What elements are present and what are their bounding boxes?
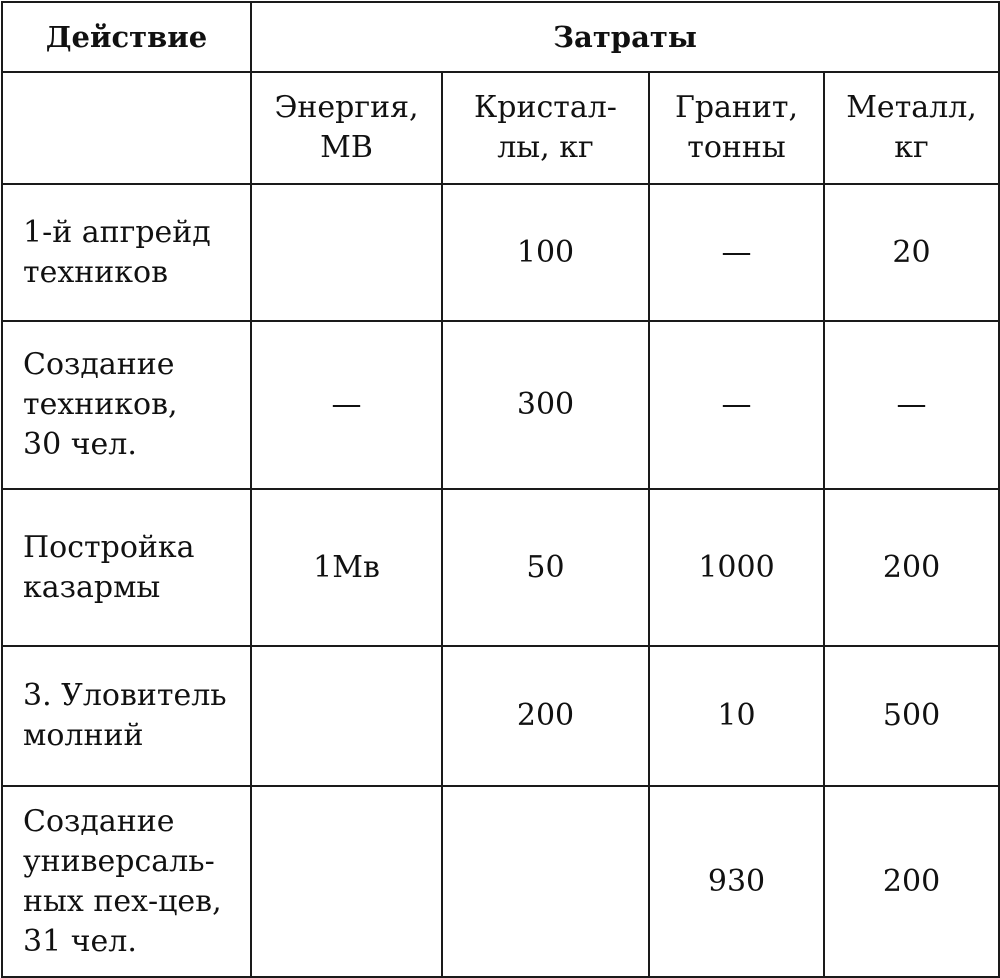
cell-granite: 930 (649, 786, 824, 977)
cell-energy: 1Мв (251, 489, 442, 646)
table-row (2, 489, 999, 646)
table-row (2, 786, 999, 977)
table-row (2, 321, 999, 489)
cell-energy: — (251, 321, 442, 489)
cell-crystals: 300 (442, 321, 649, 489)
cell-crystals: 100 (442, 184, 649, 321)
cell-metal: 20 (824, 184, 999, 321)
cell-metal: 500 (824, 646, 999, 786)
cell-energy (251, 786, 442, 977)
cell-metal: 200 (824, 489, 999, 646)
table-row (2, 184, 999, 321)
row-action: 3. Уловитель молний (2, 646, 251, 786)
row-action: 1-й апгрейд техников (2, 184, 251, 321)
cell-granite: 1000 (649, 489, 824, 646)
subheader-metal: Металл, кг (824, 72, 999, 184)
table-row (2, 646, 999, 786)
header-row (2, 2, 999, 72)
costs-table (1, 1, 1000, 978)
cell-crystals (442, 786, 649, 977)
subheader-granite: Гранит, тонны (649, 72, 824, 184)
header-costs: Затраты (251, 2, 999, 72)
cell-metal: — (824, 321, 999, 489)
subheader-row (2, 72, 999, 184)
subheader-crystals: Кристал- лы, кг (442, 72, 649, 184)
cell-crystals: 50 (442, 489, 649, 646)
cell-energy (251, 184, 442, 321)
cell-crystals: 200 (442, 646, 649, 786)
row-action: Создание универсаль- ных пех-цев, 31 чел. (2, 786, 251, 977)
subheader-empty-cell (2, 72, 251, 184)
subheader-energy: Энергия, МВ (251, 72, 442, 184)
cell-metal: 200 (824, 786, 999, 977)
cell-granite: — (649, 184, 824, 321)
row-action: Постройка казармы (2, 489, 251, 646)
header-action: Действие (2, 2, 251, 72)
row-action: Создание техников, 30 чел. (2, 321, 251, 489)
cell-granite: — (649, 321, 824, 489)
cell-granite: 10 (649, 646, 824, 786)
cell-energy (251, 646, 442, 786)
